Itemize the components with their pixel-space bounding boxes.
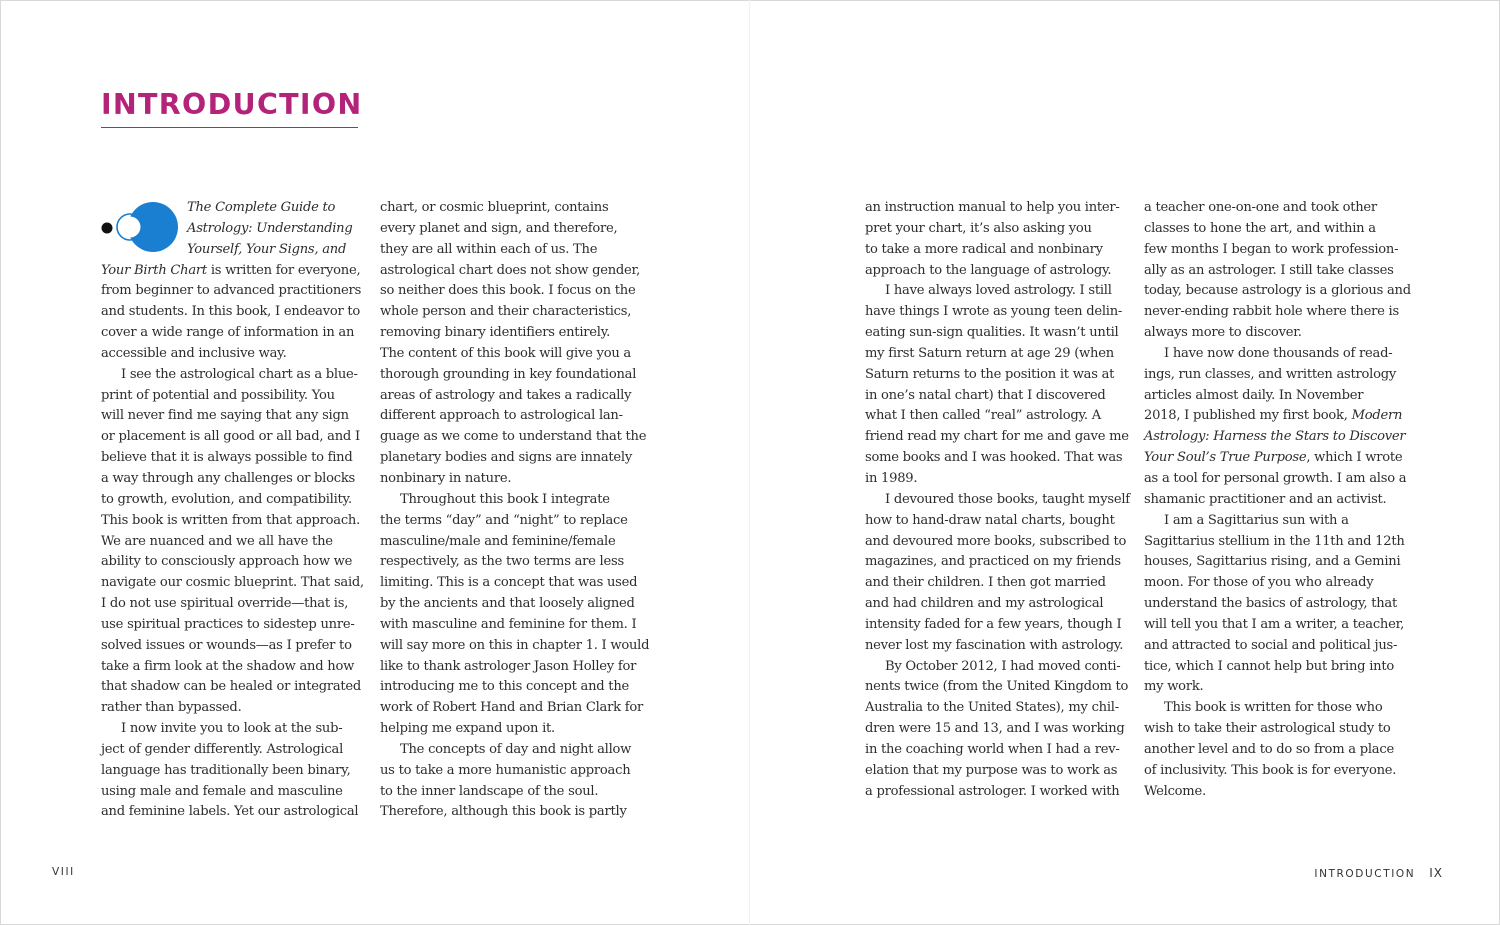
text-line	[380, 552, 642, 573]
text-line	[101, 657, 363, 678]
text-line	[380, 761, 642, 782]
body-text: eating sun-sign qualities. It wasn’t until	[865, 325, 1119, 341]
body-text: tice, which I cannot help but bring into	[1144, 658, 1394, 674]
body-text: elation that my purpose was to work as	[865, 762, 1118, 778]
body-text: a professional astrologer. I worked with	[865, 783, 1120, 799]
text-line	[865, 261, 1127, 282]
body-text: I devoured those books, taught myself	[885, 491, 1130, 507]
body-text: print of potential and possibility. You	[101, 387, 335, 403]
text-line	[1144, 240, 1406, 261]
text-line	[1144, 615, 1406, 636]
body-text: I see the astrological chart as a blue-	[121, 366, 358, 382]
body-text: introducing me to this concept and the	[380, 679, 629, 695]
chapter-heading: INTRODUCTION	[101, 88, 363, 121]
right-page-number: IX	[1429, 866, 1443, 880]
body-text: that shadow can be healed or integrated	[101, 679, 362, 695]
text-line	[865, 323, 1127, 344]
body-text: what I then called “real” astrology. A	[865, 408, 1101, 424]
body-text: every planet and sign, and therefore,	[380, 220, 618, 236]
body-text: so neither does this book. I focus on the	[380, 283, 636, 299]
text-line	[865, 761, 1127, 782]
body-text: I have now done thousands of read-	[1164, 345, 1393, 361]
body-text: astrological chart does not show gender,	[380, 262, 641, 278]
text-line	[101, 782, 363, 803]
italic-title-text: Modern	[1351, 408, 1403, 424]
text-line	[1144, 761, 1406, 782]
body-text: different approach to astrological lan-	[380, 408, 623, 424]
body-text: guage as we come to understand that the	[380, 429, 647, 445]
text-line	[380, 698, 642, 719]
text-line	[865, 719, 1127, 740]
body-text: dren were 15 and 13, and I was working	[865, 721, 1125, 737]
text-line	[380, 740, 642, 761]
body-text: as a tool for personal growth. I am also a	[1144, 470, 1407, 486]
text-line	[1144, 344, 1406, 365]
text-line	[101, 490, 363, 511]
text-line	[1144, 782, 1406, 803]
body-text: chart, or cosmic blueprint, contains	[380, 200, 609, 215]
body-text: I now invite you to look at the sub-	[121, 721, 343, 737]
body-text: rather than bypassed.	[101, 700, 242, 716]
text-line	[1144, 386, 1406, 407]
text-line	[1144, 448, 1406, 469]
body-text: or placement is all good or all bad, and I	[101, 429, 360, 445]
italic-title-text: Your Soul’s True Purpose	[1144, 450, 1307, 466]
text-line	[865, 469, 1127, 490]
body-text: work of Robert Hand and Brian Clark for	[380, 700, 643, 716]
body-text: in one’s natal chart) that I discovered	[865, 387, 1106, 403]
body-text: to the inner landscape of the soul.	[380, 783, 599, 799]
text-line	[101, 198, 363, 219]
text-line	[380, 302, 642, 323]
text-line	[101, 448, 363, 469]
text-line	[380, 365, 642, 386]
text-line	[1144, 511, 1406, 532]
text-line	[101, 302, 363, 323]
text-line	[865, 281, 1127, 302]
body-text: using male and female and masculine	[101, 783, 343, 799]
heading-underline	[101, 127, 358, 128]
right-footer	[1314, 866, 1443, 880]
italic-title-text: Yourself, Your Signs, and	[187, 241, 347, 257]
text-line	[380, 636, 650, 657]
body-text: I do not use spiritual override—that is,	[101, 596, 349, 612]
body-text: I am a Sagittarius sun with a	[1164, 512, 1349, 528]
text-line	[1144, 323, 1406, 344]
text-line	[101, 740, 363, 761]
body-text: accessible and inclusive way.	[101, 345, 287, 361]
text-line	[865, 386, 1127, 407]
body-text: areas of astrology and takes a radically	[380, 387, 632, 403]
body-text: by the ancients and that loosely aligned	[380, 596, 635, 612]
body-text: pret your chart, it’s also asking you	[865, 220, 1092, 236]
body-text: understand the basics of astrology, that	[1144, 596, 1397, 612]
body-text: By October 2012, I had moved conti-	[885, 658, 1121, 674]
body-text: take a firm look at the shadow and how	[101, 658, 355, 674]
body-text: never-ending rabbit hole where there is	[1144, 304, 1399, 320]
left-page-number: VIII	[52, 866, 75, 878]
text-line	[1144, 677, 1406, 698]
text-line	[101, 594, 363, 615]
body-text: and feminine labels. Yet our astrological	[101, 804, 359, 820]
body-text: never lost my fascination with astrology.	[865, 637, 1124, 653]
text-line	[865, 427, 1127, 448]
text-line	[865, 448, 1127, 469]
text-line	[1144, 261, 1406, 282]
body-text: my first Saturn return at age 29 (when	[865, 345, 1114, 361]
body-text: nents twice (from the United Kingdom to	[865, 679, 1129, 695]
text-line	[101, 323, 363, 344]
italic-title-text: Your Birth Chart	[101, 262, 207, 278]
text-line	[101, 677, 363, 698]
text-column-2	[380, 198, 650, 823]
body-text: they are all within each of us. The	[380, 241, 598, 257]
text-line	[1144, 636, 1406, 657]
text-line	[101, 469, 363, 490]
body-text: ally as an astrologer. I still take classes	[1144, 262, 1394, 278]
spread-fold	[749, 0, 750, 925]
text-line	[865, 240, 1127, 261]
body-text: the terms “day” and “night” to replace	[380, 512, 628, 528]
body-text: an instruction manual to help you inter-	[865, 200, 1120, 215]
italic-title-text: The Complete Guide to	[187, 200, 336, 215]
body-text: my work.	[1144, 679, 1204, 695]
body-text: approach to the language of astrology.	[865, 262, 1112, 278]
body-text: Therefore, although this book is partly	[380, 804, 627, 820]
body-text: and students. In this book, I endeavor to	[101, 304, 361, 320]
body-text: ability to consciously approach how we	[101, 554, 353, 570]
text-line	[865, 511, 1127, 532]
body-text: planetary bodies and signs are innately	[380, 450, 632, 466]
body-text: shamanic practitioner and an activist.	[1144, 491, 1387, 507]
body-text: and attracted to social and political jus-	[1144, 637, 1398, 653]
text-line	[101, 386, 363, 407]
text-line	[380, 219, 642, 240]
text-line	[101, 511, 363, 532]
text-line	[1144, 719, 1406, 740]
text-line	[380, 261, 642, 282]
body-text: like to thank astrologer Jason Holley for	[380, 658, 637, 674]
body-text: friend read my chart for me and gave me	[865, 429, 1129, 445]
body-text: have things I wrote as young teen delin-	[865, 304, 1123, 320]
text-line	[101, 532, 363, 553]
body-text: language has traditionally been binary,	[101, 762, 351, 778]
body-text: magazines, and practiced on my friends	[865, 554, 1121, 570]
text-line	[1144, 427, 1406, 448]
body-text: masculine/male and feminine/female	[380, 533, 616, 549]
body-text: navigate our cosmic blueprint. That said,	[101, 575, 364, 591]
body-text: 2018, I published my first book,	[1144, 408, 1352, 424]
text-line	[865, 365, 1127, 386]
text-line	[1144, 698, 1406, 719]
body-text: Australia to the United States), my chil-	[865, 700, 1119, 716]
body-text: The content of this book will give you a	[380, 345, 631, 361]
text-line	[380, 615, 642, 636]
text-line	[101, 615, 363, 636]
body-text: Sagittarius stellium in the 11th and 12th	[1144, 533, 1405, 549]
text-line	[865, 698, 1127, 719]
body-text: The concepts of day and night allow	[400, 741, 632, 757]
body-text: whole person and their characteristics,	[380, 304, 632, 320]
body-text: This book is written from that approach.	[101, 512, 361, 528]
body-text: wish to take their astrological study to	[1144, 721, 1391, 737]
text-line	[1144, 552, 1406, 573]
body-text: a teacher one-on-one and took other	[1144, 200, 1377, 215]
body-text: always more to discover.	[1144, 325, 1302, 341]
text-line	[1144, 406, 1406, 427]
text-line	[865, 636, 1127, 657]
body-text: will tell you that I am a writer, a teacher,	[1144, 616, 1405, 632]
body-text: from beginner to advanced practitioners	[101, 283, 362, 299]
body-text: solved issues or wounds—as I prefer to	[101, 637, 352, 653]
text-line	[101, 698, 363, 719]
text-line	[380, 427, 647, 448]
text-line	[101, 552, 363, 573]
text-line	[380, 406, 642, 427]
body-text: to growth, evolution, and compatibility.	[101, 491, 352, 507]
text-line	[380, 386, 642, 407]
body-text: Throughout this book I integrate	[400, 491, 610, 507]
text-line	[865, 219, 1127, 240]
body-text: few months I began to work profession-	[1144, 241, 1399, 257]
text-line	[380, 198, 642, 219]
body-text: believe that it is always possible to find	[101, 450, 353, 466]
body-text: , which I wrote	[1306, 450, 1403, 466]
text-line	[380, 490, 642, 511]
body-text: limiting. This is a concept that was used	[380, 575, 638, 591]
body-text: thorough grounding in key foundational	[380, 366, 637, 382]
body-text: intensity faded for a few years, though I	[865, 616, 1122, 632]
text-line	[865, 406, 1127, 427]
body-text: to take a more radical and nonbinary	[865, 241, 1103, 257]
text-line	[101, 427, 363, 448]
text-line	[101, 636, 363, 657]
body-text: removing binary identifiers entirely.	[380, 325, 611, 341]
text-line	[865, 532, 1127, 553]
body-text: and their children. I then got married	[865, 575, 1106, 591]
text-line	[865, 302, 1127, 323]
text-line	[865, 490, 1130, 511]
body-text: use spiritual practices to sidestep unre-	[101, 616, 355, 632]
text-line	[101, 219, 363, 240]
body-text: Welcome.	[1144, 783, 1206, 799]
text-line	[1144, 365, 1406, 386]
body-text: another level and to do so from a place	[1144, 741, 1394, 757]
text-line	[865, 782, 1127, 803]
text-line	[1144, 198, 1406, 219]
body-text: with masculine and feminine for them. I	[380, 616, 637, 632]
text-line	[380, 532, 642, 553]
text-line	[380, 802, 642, 823]
body-text: ings, run classes, and written astrology	[1144, 366, 1396, 382]
body-text: some books and I was hooked. That was	[865, 450, 1123, 466]
body-text: will say more on this in chapter 1. I would	[380, 637, 650, 653]
text-line	[380, 594, 642, 615]
text-line	[380, 657, 642, 678]
text-line	[1144, 573, 1406, 594]
text-line	[380, 677, 642, 698]
text-line	[865, 615, 1127, 636]
text-line	[380, 511, 642, 532]
body-text: a way through any challenges or blocks	[101, 470, 355, 486]
body-text: This book is written for those who	[1164, 700, 1383, 716]
body-text: classes to hone the art, and within a	[1144, 220, 1376, 236]
text-line	[865, 573, 1127, 594]
body-text: will never find me saying that any sign	[101, 408, 349, 424]
text-line	[865, 198, 1127, 219]
text-line	[1144, 740, 1406, 761]
text-line	[1144, 490, 1406, 511]
text-line	[101, 802, 363, 823]
text-column-4	[1144, 198, 1411, 802]
text-line	[101, 719, 363, 740]
text-line	[101, 573, 363, 594]
text-line	[1144, 281, 1411, 302]
text-line	[1144, 302, 1406, 323]
body-text: ject of gender differently. Astrological	[101, 741, 344, 757]
text-line	[380, 448, 642, 469]
body-text: how to hand-draw natal charts, bought	[865, 512, 1115, 528]
italic-title-text: Astrology: Understanding	[187, 220, 353, 236]
text-line	[101, 261, 363, 282]
italic-title-text: Astrology: Harness the Stars to Discover	[1144, 429, 1406, 445]
body-text: helping me expand upon it.	[380, 721, 555, 737]
text-line	[101, 240, 363, 261]
body-text: articles almost daily. In November	[1144, 387, 1364, 403]
body-text: and devoured more books, subscribed to	[865, 533, 1127, 549]
body-text: in the coaching world when I had a rev-	[865, 741, 1120, 757]
text-line	[1144, 469, 1406, 490]
text-line	[865, 344, 1127, 365]
text-column-3	[865, 198, 1130, 802]
text-line	[380, 240, 642, 261]
text-line	[1144, 594, 1406, 615]
text-line	[380, 782, 642, 803]
text-line	[1144, 657, 1406, 678]
text-line	[865, 657, 1127, 678]
body-text: today, because astrology is a glorious and	[1144, 283, 1411, 299]
body-text: nonbinary in nature.	[380, 470, 512, 486]
text-line	[101, 761, 363, 782]
text-line	[101, 406, 363, 427]
body-text: Saturn returns to the position it was at	[865, 366, 1115, 382]
body-text: and had children and my astrological	[865, 596, 1104, 612]
text-line	[380, 719, 642, 740]
text-line	[101, 281, 363, 302]
body-text: is written for everyone,	[206, 262, 361, 278]
body-text: We are nuanced and we all have the	[101, 533, 333, 549]
text-line	[1144, 532, 1406, 553]
text-line	[865, 677, 1127, 698]
body-text: houses, Sagittarius rising, and a Gemini	[1144, 554, 1401, 570]
text-line	[380, 323, 642, 344]
text-line	[380, 281, 642, 302]
text-line	[1144, 219, 1406, 240]
body-text: respectively, as the two terms are less	[380, 554, 624, 570]
body-text: of inclusivity. This book is for everyone.	[1144, 762, 1397, 778]
text-line	[380, 344, 642, 365]
text-line	[865, 740, 1127, 761]
text-line	[380, 469, 642, 490]
text-line	[101, 365, 363, 386]
text-line	[865, 552, 1127, 573]
body-text: moon. For those of you who already	[1144, 575, 1374, 591]
body-text: cover a wide range of information in an	[101, 325, 355, 341]
body-text: us to take a more humanistic approach	[380, 762, 631, 778]
text-line	[380, 573, 642, 594]
running-head: INTRODUCTION	[1314, 868, 1416, 880]
text-line	[865, 594, 1127, 615]
text-column-1	[101, 198, 363, 823]
text-line	[101, 344, 363, 365]
body-text: I have always loved astrology. I still	[885, 283, 1112, 299]
body-text: in 1989.	[865, 470, 918, 486]
